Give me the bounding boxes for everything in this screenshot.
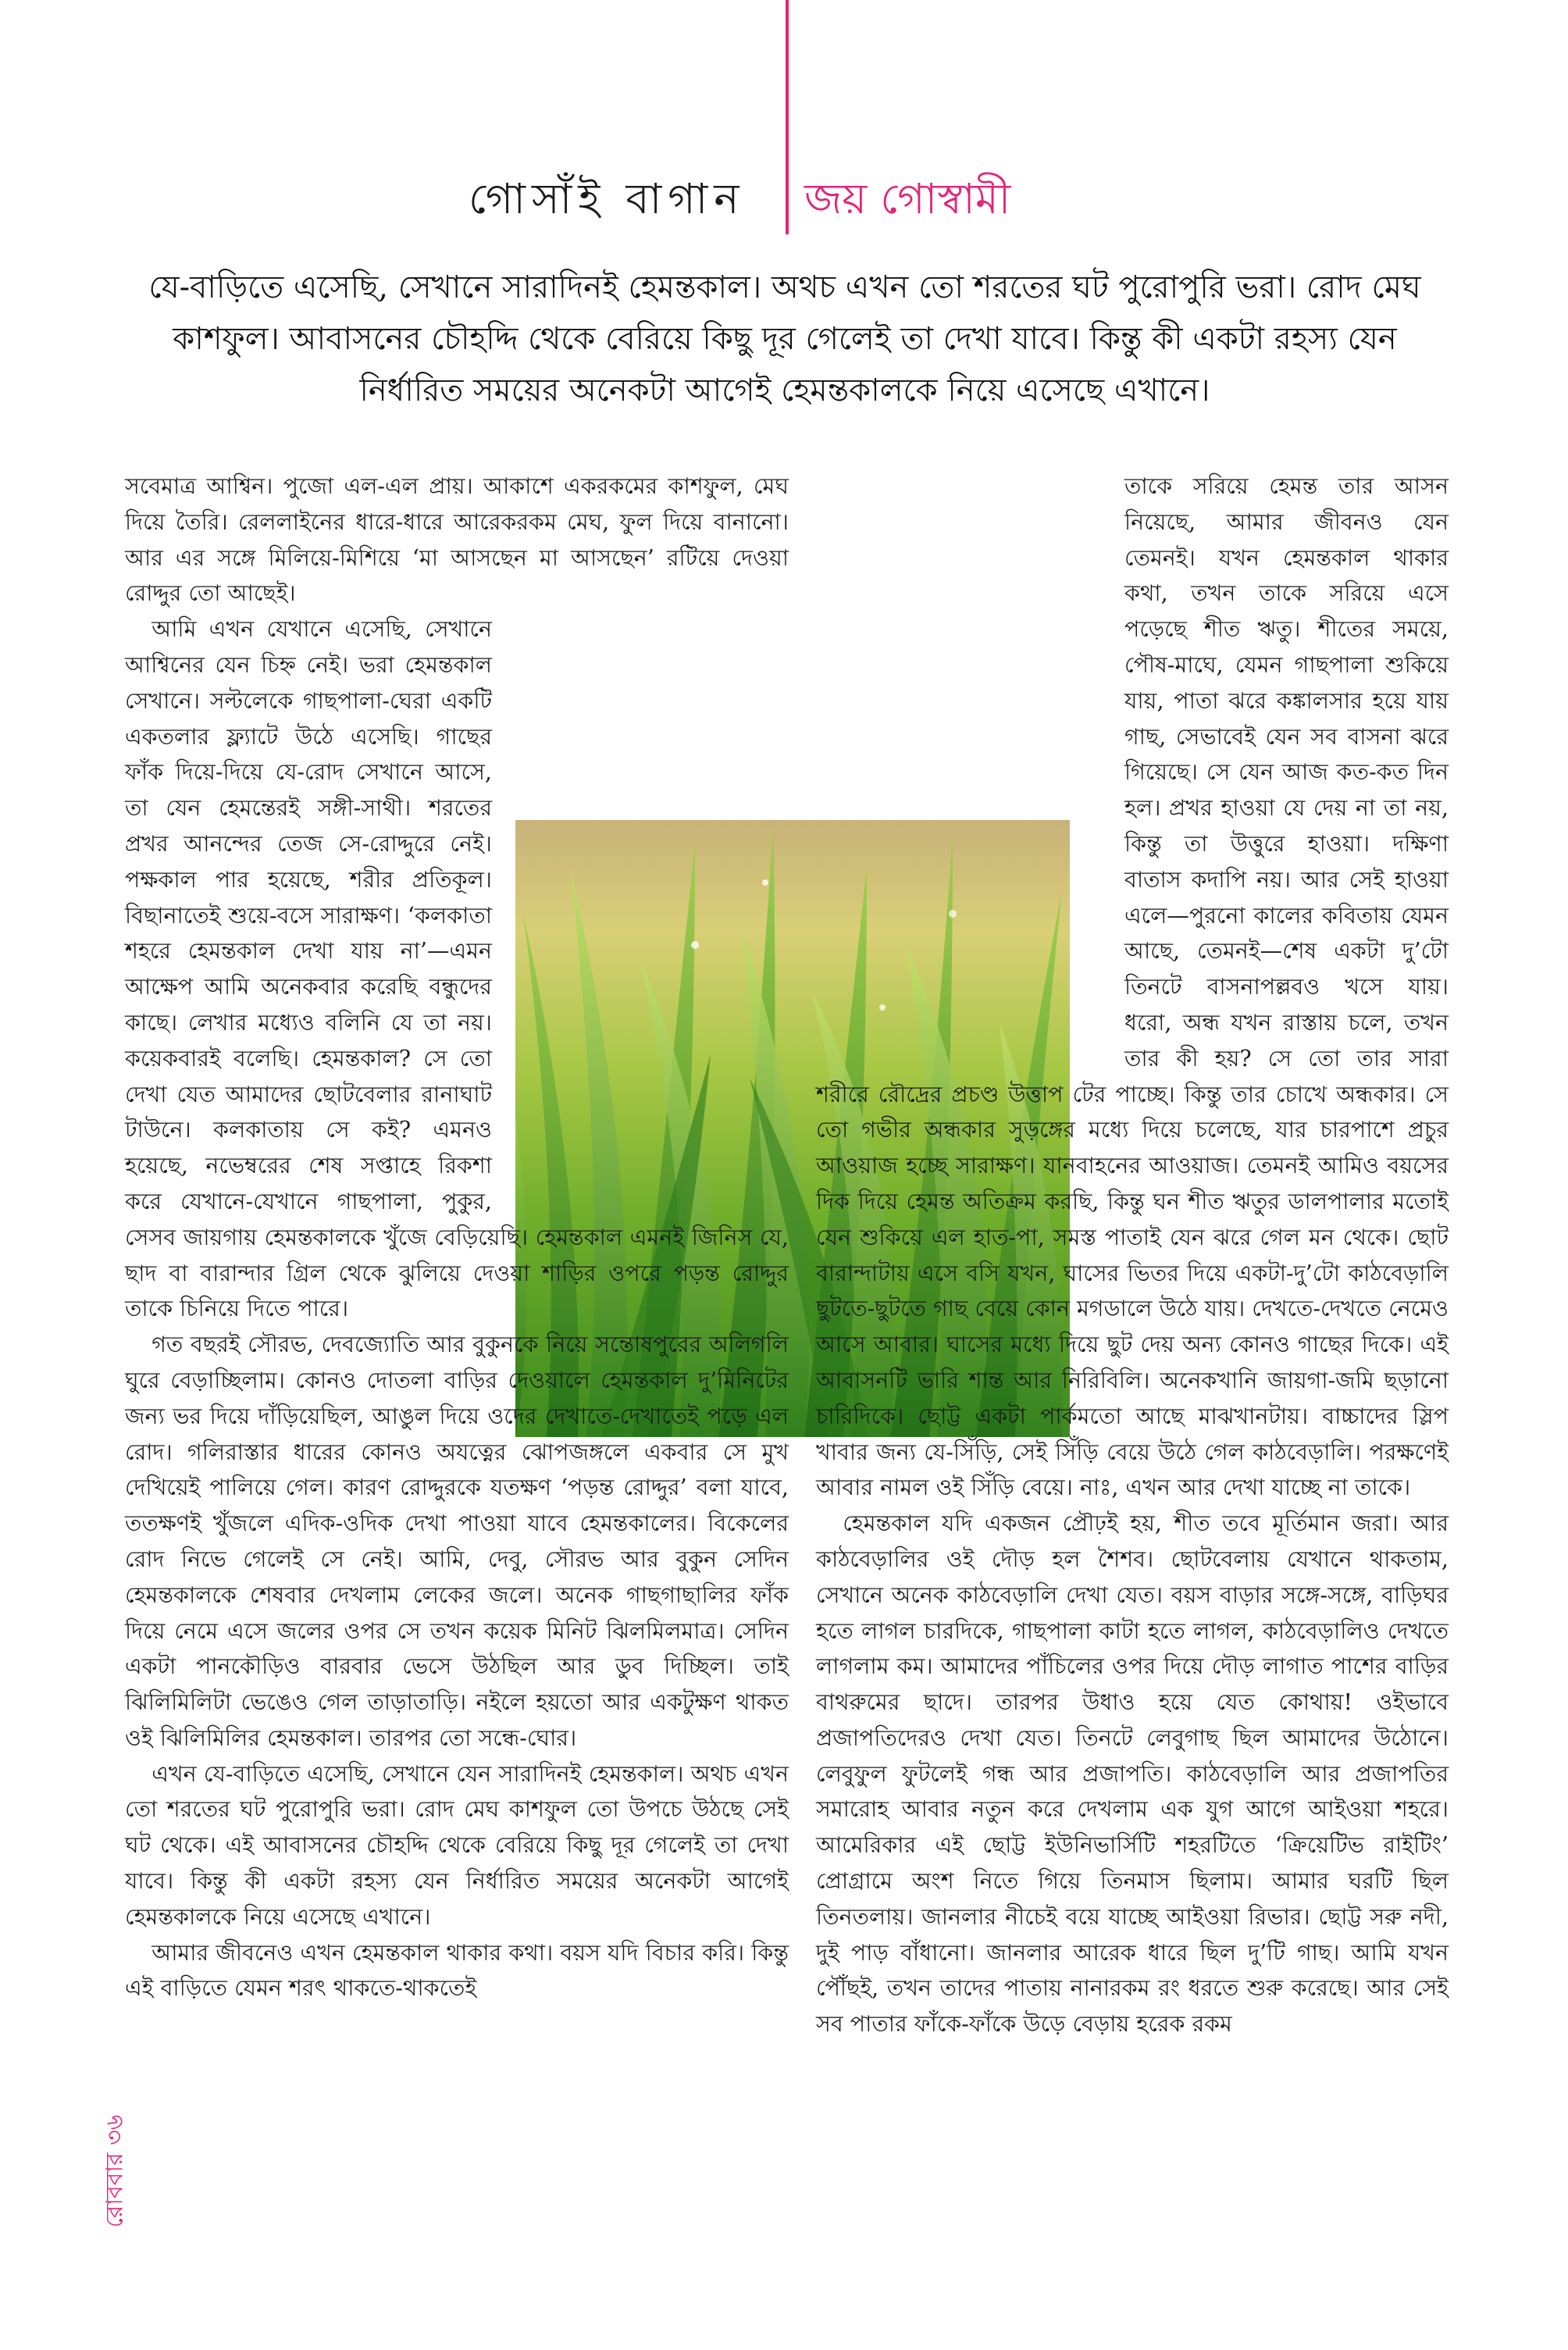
author-name: জয় গোস্বামী [804,174,1011,223]
lede-paragraph: যে-বাড়িতে এসেছি, সেখানে সারাদিনই হেমন্তকাল। অথচ এখন তো শরতের ঘট পুরোপুরি ভরা। রোদ মেঘ কাশফুল। আবাসনের চৌহদ্দি থেকে বেরিয়ে কিছু দূর গেলেই তা দেখা যাবে। কিন্তু কী একটা রহস্য যেন নির্ধারিত সময়ের অনেকটা আগেই হেমন্তকালকে নিয়ে এসেছে এখানে। [148,269,1421,408]
body-column-right [816,469,1449,2042]
photo-wrap-space [816,469,1124,1070]
body-paragraph: এখন যে-বাড়িতে এসেছি, সেখানে যেন সারাদিনই হেমন্তকাল। অথচ এখন তো শরতের ঘট পুরোপুরি ভরা। রোদ মেঘ কাশফুল তো উপচে উঠছে সেই ঘট থেকে। এই আবাসনের চৌহদ্দি থেকে বেরিয়ে কিছু দূর গেলেই তা দেখা যাবে। কিন্তু কী একটা রহস্য যেন নির্ধারিত সময়ের অনেকটা আগেই হেমন্তকালকে নিয়ে এসেছে এখানে। [125,1760,789,1930]
page-footer [92,2093,139,2249]
photo-wrap-space [492,612,789,1213]
magazine-name: রোববার [101,2152,129,2228]
column-header [437,152,1452,238]
body-paragraph: তাকে সরিয়ে হেমন্ত তার আসন নিয়েছে, আমার জীবনও যেন তেমনই। যখন হেমন্তকাল থাকার কথা, তখন তাকে সরিয়ে এসে পড়েছে শীত ঋতু। শীতের সময়ে, পৌষ-মাঘে, যেমন গাছপালা শুকিয়ে যায়, পাতা ঝরে কঙ্কালসার হয়ে যায় গাছ, সেভাবেই যেন সব বাসনা ঝরে গিয়েছে। সে যেন আজ কত-কত দিন হল। প্রখর হাওয়া যে দেয় না তা নয়, কিন্তু তা উত্তুরে হাওয়া। দক্ষিণা বাতাস কদাপি নয়। আর সেই হাওয়া এলে—পুরনো কালের কবিতায় যেমন আছে, তেমনই—শেষ একটা দু’টো তিনটে বাসনাপল্লবও খসে যায়। ধরো, অন্ধ যখন রাস্তায় চলে, তখন তার কী হয়? সে তো তার সারা শরীরে রৌদ্রের প্রচণ্ড উত্তাপ টের পাচ্ছে। কিন্তু তার চোখে অন্ধকার। সে তো গভীর অন্ধকার সুড়ঙ্গের মধ্যে দিয়ে চলেছে, যার চারপাশে প্রচুর আওয়াজ হচ্ছে সারাক্ষণ। যানবাহনের আওয়াজ। তেমনই আমিও বয়সের দিক দিয়ে হেমন্ত অতিক্রম করছি, কিন্তু ঘন শীত ঋতুর ডালপালার মতোই যেন শুকিয়ে এল হাত-পা, সমস্ত পাতাই যেন ঝরে গেল মন থেকে। ছোট বারান্দাটায় এসে বসি যখন, ঘাসের ভিতর দিয়ে একটা-দু’টো কাঠবেড়ালি ছুটতে-ছুটতে গাছ বেয়ে কোন মগডালে উঠে যায়। দেখতে-দেখতে নেমেও আসে আবার। ঘাসের মধ্যে দিয়ে ছুট দেয় অন্য কোনও গাছের দিকে। এই আবাসনটি ভারি শান্ত আর নিরিবিলি। অনেকখানি জায়গা-জমি ছড়ানো চারিদিকে। ছোট্ট একটা পার্কমতো আছে মাঝখানটায়। বাচ্চাদের স্লিপ খাবার জন্য যে-সিঁড়ি, সেই সিঁড়ি বেয়ে উঠে গেল কাঠবেড়ালি। পরক্ষণেই আবার নামল ওই সিঁড়ি বেয়ে। নাঃ, এখন আর দেখা যাচ্ছে না তাকে। [816,469,1449,1506]
footer-label [96,2115,136,2228]
series-title: গোসাঁই বাগান [469,174,746,223]
page-number: ৩৬ [101,2114,129,2145]
body-paragraph: গত বছরই সৌরভ, দেবজ্যোতি আর বুকুনকে নিয়ে সন্তোষপুরের অলিগলি ঘুরে বেড়াচ্ছিলাম। কোনও দোতলা বাড়ির দেওয়ালে হেমন্তকাল দু’মিনিটের জন্য ভর দিয়ে দাঁড়িয়েছিল, আঙুল দিয়ে ওদের দেখাতে-দেখাতেই পড়ে এল রোদ। গলিরাস্তার ধারের কোনও অযত্নের ঝোপজঙ্গলে একবার সে মুখ দেখিয়েই পালিয়ে গেল। কারণ রোদ্দুরকে যতক্ষণ ‘পড়ন্ত রোদ্দুর’ বলা যাবে, ততক্ষণই খুঁজলে এদিক-ওদিক দেখা পাওয়া যাবে হেমন্তকালের। বিকেলের রোদ নিভে গেলেই সে নেই। আমি, দেবু, সৌরভ আর বুকুন সেদিন হেমন্তকালকে শেষবার দেখলাম লেকের জলে। অনেক গাছগাছালির ফাঁক দিয়ে নেমে এসে জলের ওপর সে তখন কয়েক মিনিট ঝিলমিলমাত্র। সেদিন একটা পানকৌড়িও বারবার ভেসে উঠছিল আর ডুব দিচ্ছিল। তাই ঝিলিমিলিটা ভেঙেও গেল তাড়াতাড়ি। নইলে হয়তো আর একটুক্ষণ থাকত ওই ঝিলিমিলির হেমন্তকাল। তারপর তো সন্ধে-ঘোর। [125,1332,789,1751]
body-paragraph: আমার জীবনেও এখন হেমন্তকাল থাকার কথা। বয়স যদি বিচার করি। কিন্তু এই বাড়িতে যেমন শরৎ থাকতে-থাকতেই [125,1939,789,2002]
body-paragraph: হেমন্তকাল যদি একজন প্রৌঢ়ই হয়, শীত তবে মূর্তিমান জরা। আর কাঠবেড়ালির ওই দৌড় হল শৈশব। ছোটবেলায় যেখানে থাকতাম, সেখানে অনেক কাঠবেড়ালি দেখা যেত। বয়স বাড়ার সঙ্গে-সঙ্গে, বাড়িঘর হতে লাগল চারদিকে, গাছপালা কাটা হতে লাগল, কাঠবেড়ালিও দেখতে লাগলাম কম। আমাদের পাঁচিলের ওপর দিয়ে দৌড় লাগাত পাশের বাড়ির বাথরুমের ছাদে। তারপর উধাও হয়ে যেত কোথায়! ওইভাবে প্রজাপতিদেরও দেখা যেত। তিনটে লেবুগাছ ছিল আমাদের উঠোনে। লেবুফুল ফুটলেই গন্ধ আর প্রজাপতি। কাঠবেড়ালি আর প্রজাপতির সমারোহ আবার নতুন করে দেখলাম এক যুগ আগে আইওয়া শহরে। আমেরিকার এই ছোট্ট ইউনিভার্সিটি শহরটিতে ‘ক্রিয়েটিভ রাইটিং’ প্রোগ্রামে অংশ নিতে গিয়ে তিনমাস ছিলাম। আমার ঘরটি ছিল তিনতলায়। জানলার নীচেই বয়ে যাচ্ছে আইওয়া রিভার। ছোট্ট সরু নদী, দুই পাড় বাঁধানো। জানলার আরেক ধারে ছিল দু’টি গাছ। আমি যখন পৌঁছই, তখন তাদের পাতায় নানারকম রং ধরতে শুরু করেছে। আর সেই সব পাতার ফাঁকে-ফাঁকে উড়ে বেড়ায় হরেক রকম [816,1510,1449,2038]
body-paragraph: আমি এখন যেখানে এসেছি, সেখানে আশ্বিনের যেন চিহ্ন নেই। ভরা হেমন্তকাল সেখানে। সল্টলেকে গাছপালা-ঘেরা একটি একতলার ফ্ল্যাটে উঠে এসেছি। গাছের ফাঁক দিয়ে-দিয়ে যে-রোদ সেখানে আসে, তা যেন হেমন্তেরই সঙ্গী-সাথী। শরতের প্রখর আনন্দের তেজ সে-রোদ্দুরে নেই। পক্ষকাল পার হয়েছে, শরীর প্রতিকূল। বিছানাতেই শুয়ে-বসে সারাক্ষণ। ‘কলকাতা শহরে হেমন্তকাল দেখা যায় না’—এমন আক্ষেপ আমি অনেকবার করেছি বন্ধুদের কাছে। লেখার মধ্যেও বলিনি যে তা নয়। কয়েকবারই বলেছি। হেমন্তকাল? সে তো দেখা যেত আমাদের ছোটবেলার রানাঘাট টাউনে। কলকাতায় সে কই? এমনও হয়েছে, নভেম্বরের শেষ সপ্তাহে রিকশা করে যেখানে-যেখানে গাছপালা, পুকুর, সেসব জায়গায় হেমন্তকালকে খুঁজে বেড়িয়েছি। হেমন্তকাল এমনই জিনিস যে, ছাদ বা বারান্দার গ্রিল থেকে ঝুলিয়ে দেওয়া শাড়ির ওপরে পড়ন্ত রোদ্দুর তাকে চিনিয়ে দিতে পারে। [125,612,789,1327]
body-column-left [125,469,789,2006]
body-paragraph: সবেমাত্র আশ্বিন। পুজো এল-এল প্রায়। আকাশে একরকমের কাশফুল, মেঘ দিয়ে তৈরি। রেললাইনের ধারে-ধারে আরেকরকম মেঘ, ফুল দিয়ে বানানো। আর এর সঙ্গে মিলিয়ে-মিশিয়ে ‘মা আসছেন মা আসছেন’ রটিয়ে দেওয়া রোদ্দুর তো আছেই। [125,473,789,607]
